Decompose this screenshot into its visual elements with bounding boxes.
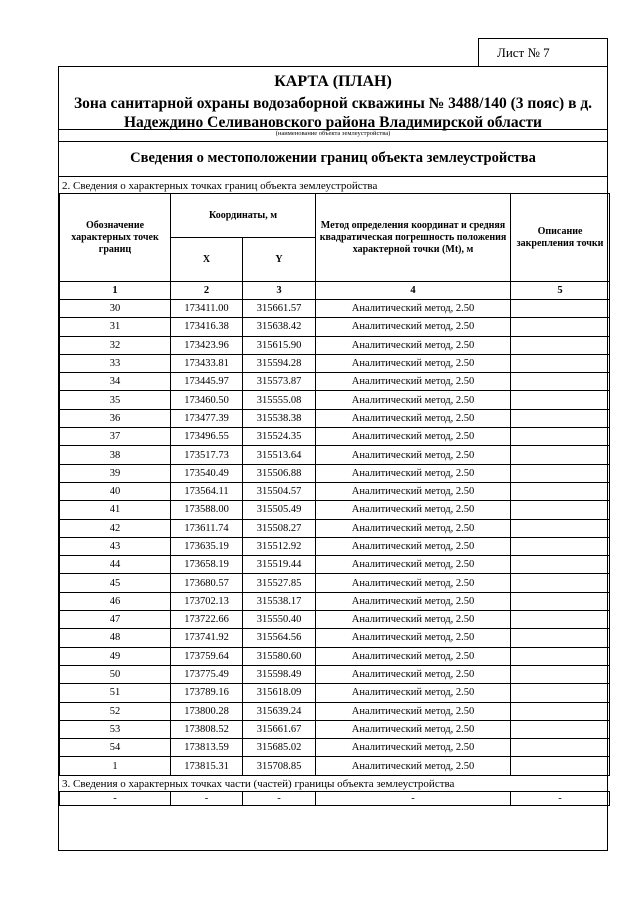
table-cell — [511, 482, 610, 500]
table-cell: 173800.28 — [171, 702, 243, 720]
table-cell: 48 — [60, 629, 171, 647]
col-number: 1 — [60, 282, 171, 300]
table-cell: 315638.42 — [243, 318, 316, 336]
table-cell — [511, 300, 610, 318]
table-cell: 45 — [60, 574, 171, 592]
table-cell: 54 — [60, 739, 171, 757]
table-cell — [511, 501, 610, 519]
table-cell: - — [316, 792, 511, 806]
table-cell: 38 — [60, 446, 171, 464]
table-cell: Аналитический метод, 2.50 — [316, 574, 511, 592]
table-cell: 315527.85 — [243, 574, 316, 592]
table-cell: 32 — [60, 336, 171, 354]
table-cell: 34 — [60, 373, 171, 391]
table-cell: 315661.67 — [243, 720, 316, 738]
map-title: КАРТА (ПЛАН) — [274, 73, 392, 90]
table-cell: 41 — [60, 501, 171, 519]
table-cell: 173680.57 — [171, 574, 243, 592]
table-cell: 43 — [60, 537, 171, 555]
table-cell: 173813.59 — [171, 739, 243, 757]
table-cell — [511, 702, 610, 720]
table-cell: Аналитический метод, 2.50 — [316, 702, 511, 720]
section-title: Сведения о местоположении границ объекта землеустройства — [130, 150, 536, 166]
table-cell: 173477.39 — [171, 409, 243, 427]
table-cell: 39 — [60, 464, 171, 482]
table-cell: 173789.16 — [171, 684, 243, 702]
table-cell: 173808.52 — [171, 720, 243, 738]
table-cell: 173635.19 — [171, 537, 243, 555]
table-cell: 173517.73 — [171, 446, 243, 464]
table-cell: 173496.55 — [171, 428, 243, 446]
table-row — [60, 428, 610, 446]
table-cell: 173658.19 — [171, 556, 243, 574]
table-cell — [511, 629, 610, 647]
table-cell — [511, 647, 610, 665]
table-cell — [511, 318, 610, 336]
table-cell: Аналитический метод, 2.50 — [316, 318, 511, 336]
table-row — [60, 684, 610, 702]
table-cell: 315573.87 — [243, 373, 316, 391]
table-row — [60, 537, 610, 555]
table-cell: 173411.00 — [171, 300, 243, 318]
header-description: Описание закрепления точки — [511, 194, 610, 282]
table-cell — [511, 446, 610, 464]
header-y: Y — [243, 238, 316, 282]
table-cell: 315550.40 — [243, 611, 316, 629]
table-cell: Аналитический метод, 2.50 — [316, 684, 511, 702]
table-cell: - — [511, 792, 610, 806]
table-cell: Аналитический метод, 2.50 — [316, 665, 511, 683]
col-number: 2 — [171, 282, 243, 300]
table-cell: Аналитический метод, 2.50 — [316, 757, 511, 775]
table-cell — [511, 665, 610, 683]
table-cell — [511, 373, 610, 391]
table-cell: 173775.49 — [171, 665, 243, 683]
table-cell: 42 — [60, 519, 171, 537]
table-cell: 173433.81 — [171, 354, 243, 372]
table-cell: 36 — [60, 409, 171, 427]
table-cell: 315508.27 — [243, 519, 316, 537]
table-cell: Аналитический метод, 2.50 — [316, 391, 511, 409]
table-row — [60, 501, 610, 519]
table-cell: Аналитический метод, 2.50 — [316, 556, 511, 574]
table-cell: 33 — [60, 354, 171, 372]
table-cell — [511, 592, 610, 610]
header-coords: Координаты, м — [171, 194, 316, 238]
table-cell: Аналитический метод, 2.50 — [316, 482, 511, 500]
table-cell: 173564.11 — [171, 482, 243, 500]
table-cell — [511, 336, 610, 354]
table-cell — [511, 739, 610, 757]
table-cell: 35 — [60, 391, 171, 409]
table-row — [60, 739, 610, 757]
table-cell: Аналитический метод, 2.50 — [316, 409, 511, 427]
table-cell — [511, 428, 610, 446]
table-cell: 173759.64 — [171, 647, 243, 665]
table-cell: 173445.97 — [171, 373, 243, 391]
parts-table — [59, 791, 610, 806]
table-cell: 315538.38 — [243, 409, 316, 427]
table-cell: 315708.85 — [243, 757, 316, 775]
table-cell: 47 — [60, 611, 171, 629]
table-cell — [511, 720, 610, 738]
table-cell: 31 — [60, 318, 171, 336]
table-cell — [511, 537, 610, 555]
table-cell: - — [171, 792, 243, 806]
table-row — [60, 354, 610, 372]
table-cell: Аналитический метод, 2.50 — [316, 519, 511, 537]
table-cell: 1 — [60, 757, 171, 775]
table-cell: 173702.13 — [171, 592, 243, 610]
document-frame — [58, 66, 608, 851]
table-cell: Аналитический метод, 2.50 — [316, 739, 511, 757]
sheet-number-label: Лист № 7 — [478, 38, 608, 66]
header-point: Обозначение характерных точек границ — [60, 194, 171, 282]
table-cell: 315594.28 — [243, 354, 316, 372]
table-row — [60, 665, 610, 683]
table-cell: 315506.88 — [243, 464, 316, 482]
table-row — [60, 592, 610, 610]
table-cell: 315512.92 — [243, 537, 316, 555]
table-row — [60, 611, 610, 629]
table-cell: 44 — [60, 556, 171, 574]
table-cell: 315538.17 — [243, 592, 316, 610]
section2-caption: 2. Сведения о характерных точках границ объекта землеустройства — [62, 180, 378, 192]
table-cell: 315615.90 — [243, 336, 316, 354]
table-row — [60, 373, 610, 391]
table-cell — [511, 757, 610, 775]
header-method: Метод определения координат и средняя квадратическая погрешность положения характерной точки (Mt), м — [316, 194, 511, 282]
table-row — [60, 446, 610, 464]
table-cell: 50 — [60, 665, 171, 683]
table-row — [60, 519, 610, 537]
object-name-caption: (наименование объекта землеустройства) — [275, 130, 391, 137]
table-cell: 315580.60 — [243, 647, 316, 665]
table-cell: 52 — [60, 702, 171, 720]
table-cell: 30 — [60, 300, 171, 318]
table-row — [60, 574, 610, 592]
table-cell: 315685.02 — [243, 739, 316, 757]
table-cell: 173588.00 — [171, 501, 243, 519]
table-cell — [511, 611, 610, 629]
col-number: 3 — [243, 282, 316, 300]
table-cell: 173611.74 — [171, 519, 243, 537]
table-cell — [511, 519, 610, 537]
col-number: 4 — [316, 282, 511, 300]
table-cell: Аналитический метод, 2.50 — [316, 446, 511, 464]
section3-caption: 3. Сведения о характерных точках части (частей) границы объекта землеустройства — [62, 778, 455, 790]
header-x: X — [171, 238, 243, 282]
table-row — [60, 720, 610, 738]
table-row — [60, 482, 610, 500]
table-cell: 315598.49 — [243, 665, 316, 683]
points-table — [59, 193, 610, 776]
table-cell: Аналитический метод, 2.50 — [316, 647, 511, 665]
table-cell: - — [243, 792, 316, 806]
table-cell: 51 — [60, 684, 171, 702]
table-cell: 315504.57 — [243, 482, 316, 500]
table-cell — [511, 684, 610, 702]
table-cell: 315639.24 — [243, 702, 316, 720]
table-cell: Аналитический метод, 2.50 — [316, 629, 511, 647]
table-row — [60, 702, 610, 720]
table-row — [60, 757, 610, 775]
table-row — [60, 647, 610, 665]
table-cell: 173741.92 — [171, 629, 243, 647]
table-cell: 53 — [60, 720, 171, 738]
col-number: 5 — [511, 282, 610, 300]
table-row — [60, 318, 610, 336]
table-row — [60, 409, 610, 427]
table-cell — [511, 556, 610, 574]
table-row — [60, 556, 610, 574]
table-cell: 46 — [60, 592, 171, 610]
table-row — [60, 300, 610, 318]
table-cell: 315519.44 — [243, 556, 316, 574]
table-cell: 315564.56 — [243, 629, 316, 647]
table-cell: Аналитический метод, 2.50 — [316, 592, 511, 610]
table-cell: 315555.08 — [243, 391, 316, 409]
table-cell: 173540.49 — [171, 464, 243, 482]
table-cell: 173460.50 — [171, 391, 243, 409]
divider — [59, 176, 607, 177]
table-cell — [511, 391, 610, 409]
table-cell: 40 — [60, 482, 171, 500]
table-cell: Аналитический метод, 2.50 — [316, 336, 511, 354]
table-cell: Аналитический метод, 2.50 — [316, 501, 511, 519]
table-cell: 315661.57 — [243, 300, 316, 318]
table-cell: 173423.96 — [171, 336, 243, 354]
table-cell: Аналитический метод, 2.50 — [316, 720, 511, 738]
table-row — [60, 391, 610, 409]
table-cell — [511, 574, 610, 592]
table-cell: Аналитический метод, 2.50 — [316, 373, 511, 391]
table-cell: Аналитический метод, 2.50 — [316, 300, 511, 318]
column-number-row — [60, 282, 610, 300]
table-cell: 49 — [60, 647, 171, 665]
table-cell: 173722.66 — [171, 611, 243, 629]
table-cell: 173815.31 — [171, 757, 243, 775]
table-cell: - — [60, 792, 171, 806]
divider — [59, 141, 607, 142]
table-cell: 315524.35 — [243, 428, 316, 446]
table-row — [60, 629, 610, 647]
table-row — [60, 792, 610, 806]
table-cell: Аналитический метод, 2.50 — [316, 611, 511, 629]
table-cell: Аналитический метод, 2.50 — [316, 537, 511, 555]
table-cell — [511, 354, 610, 372]
table-cell — [511, 409, 610, 427]
table-cell — [511, 464, 610, 482]
table-row — [60, 464, 610, 482]
table-cell: 315618.09 — [243, 684, 316, 702]
table-cell: 173416.38 — [171, 318, 243, 336]
table-cell: Аналитический метод, 2.50 — [316, 464, 511, 482]
table-row — [60, 336, 610, 354]
map-subtitle: Зона санитарной охраны водозаборной скважины № 3488/140 (3 пояс) в д. Надеждино Селивановского района Владимирской области — [73, 95, 593, 131]
table-cell: 315513.64 — [243, 446, 316, 464]
table-cell: 315505.49 — [243, 501, 316, 519]
table-cell: Аналитический метод, 2.50 — [316, 354, 511, 372]
table-cell: 37 — [60, 428, 171, 446]
table-cell: Аналитический метод, 2.50 — [316, 428, 511, 446]
